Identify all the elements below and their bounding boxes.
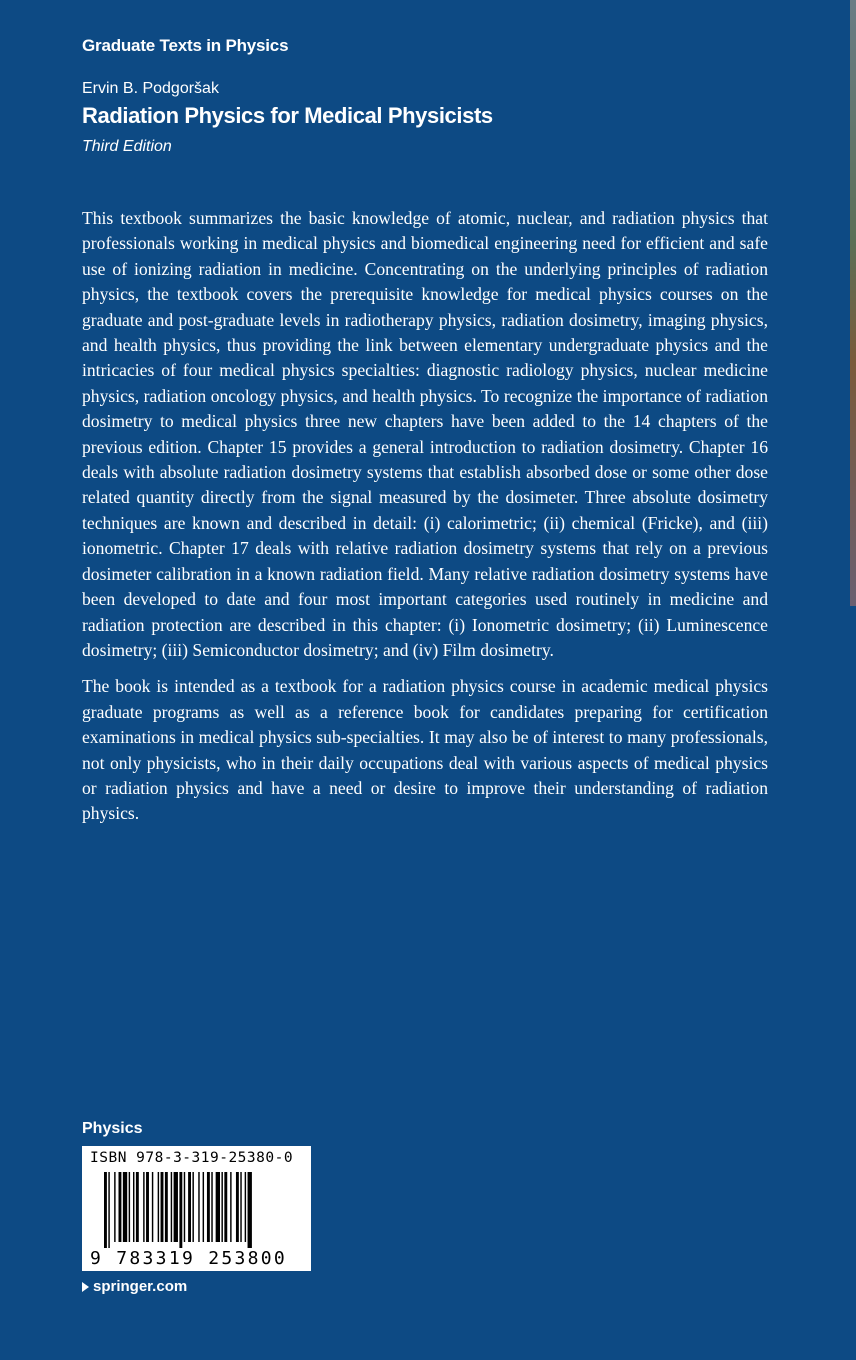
barcode-bar: [224, 1172, 227, 1242]
barcode-bar: [192, 1172, 193, 1242]
barcode-bar: [119, 1172, 122, 1242]
book-description: [82, 206, 768, 838]
barcode-bar: [133, 1172, 134, 1242]
barcode-bar: [165, 1172, 168, 1242]
barcode-bars: [104, 1172, 294, 1248]
barcode-bar: [179, 1172, 182, 1248]
barcode-bar: [129, 1172, 130, 1242]
barcode-bar: [184, 1172, 185, 1242]
subject-label: Physics: [82, 1120, 143, 1137]
isbn-barcode: [82, 1146, 311, 1271]
barcode-bar: [248, 1172, 252, 1248]
barcode-bar: [221, 1172, 222, 1242]
barcode-bar: [123, 1172, 127, 1242]
publisher-website[interactable]: [82, 1278, 187, 1295]
barcode-bar: [146, 1172, 149, 1242]
cover-edge-strip: [850, 0, 856, 606]
barcode-bar: [188, 1172, 191, 1242]
barcode-bar: [104, 1172, 107, 1248]
series-title: Graduate Texts in Physics: [82, 36, 289, 55]
barcode-bar: [108, 1172, 109, 1248]
isbn-number: ISBN 978-3-319-25380-0: [90, 1150, 294, 1166]
website-label: springer.com: [93, 1278, 188, 1295]
book-title: Radiation Physics for Medical Physicists: [82, 103, 493, 128]
barcode-bar: [203, 1172, 204, 1242]
barcode-bar: [174, 1172, 178, 1242]
edition-label: Third Edition: [82, 138, 172, 155]
barcode-bar: [245, 1172, 246, 1242]
barcode-bar: [240, 1172, 241, 1242]
barcode-bar: [136, 1172, 139, 1242]
barcode-bar: [114, 1172, 115, 1242]
barcode-bar: [198, 1172, 199, 1242]
barcode-bar: [207, 1172, 210, 1242]
description-paragraph-2: The book is intended as a textbook for a radiation physics course in academic medical physics graduate programs as well as a reference book for candidates preparing for certification examinations in medical physics sub-specialties. It may also be of interest to many professionals, not only physicists, who in their daily occupations deal with various aspects of medical physics or radiation physics and have a need or desire to improve their understanding of radiation physics.: [82, 676, 768, 824]
barcode-bar: [171, 1172, 172, 1242]
barcode-bar: [230, 1172, 231, 1242]
barcode-bar: [211, 1172, 212, 1242]
arrow-right-icon: [82, 1282, 89, 1292]
barcode-bar: [143, 1172, 144, 1242]
barcode-bar: [161, 1172, 164, 1242]
barcode-bar: [216, 1172, 220, 1242]
barcode-bar: [152, 1172, 153, 1242]
barcode-bar: [236, 1172, 239, 1242]
author-name: Ervin B. Podgoršak: [82, 80, 219, 97]
ean-digits: 9 783319 253800: [90, 1248, 288, 1269]
barcode-bar: [158, 1172, 159, 1242]
description-paragraph-1: This textbook summarizes the basic knowledge of atomic, nuclear, and radiation physics that professionals working in medical physics and biomedical engineering need for efficient and safe use of ionizing radiation in medicine. Concentrating on the underlying principles of radiation physics, the textbook covers the prerequisite knowledge for medical physics courses on the graduate and post-graduate levels in radiotherapy physics, radiation dosimetry, imaging physics, and health physics, thus providing the link between elementary undergraduate physics and the intricacies of four medical physics specialties: diagnostic radiology physics, nuclear medicine physics, radiation oncology physics, and health physics. To recognize the importance of radiation dosimetry to medical physics three new chapters have been added to the 14 chapters of the previous edition. Chapter 15 provides a general introduction to radiation dosimetry. Chapter 16 deals with absolute radiation dosimetry systems that establish absorbed dose or some other dose related quantity directly from the signal measured by the dosimeter. Three absolute dosimetry techniques are known and described in detail: (i) calorimetric; (ii) chemical (Fricke), and (iii) ionometric. Chapter 17 deals with relative radiation dosimetry systems that rely on a previous dosimeter calibration in a known radiation field. Many relative radiation dosimetry systems have been developed to date and four most important categories used routinely in medicine and radiation protection are described in this chapter: (i) Ionometric dosimetry; (ii) Luminescence dosimetry; (iii) Semiconductor dosimetry; and (iv) Film dosimetry.: [82, 208, 768, 660]
